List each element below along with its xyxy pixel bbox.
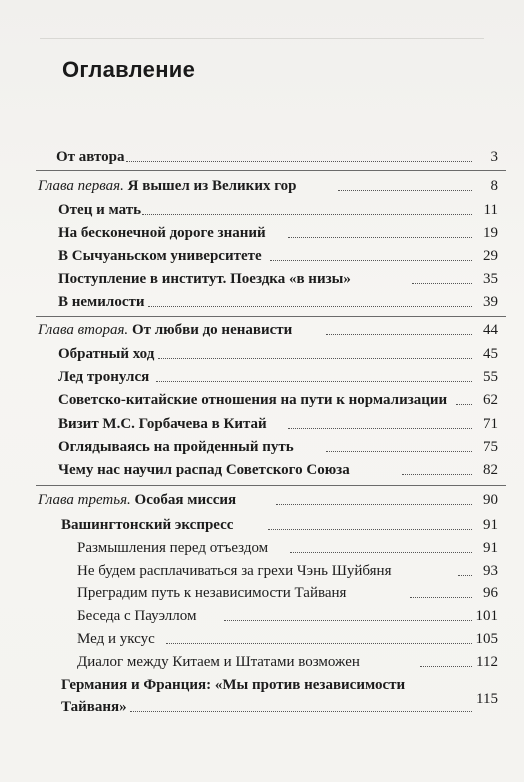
toc-page-number: 55 <box>483 369 498 385</box>
toc-subentry[interactable] <box>0 628 524 650</box>
toc-entry-label: Обратный ход <box>58 346 155 362</box>
toc-entry-two-line[interactable] <box>0 674 524 718</box>
toc-entry-label: Отец и мать <box>58 202 142 218</box>
toc-entry-label: Мед и уксус <box>77 631 155 647</box>
dot-leader <box>166 643 472 644</box>
toc-entry-label: На бесконечной дороге знаний <box>58 225 266 241</box>
page-header-rule <box>40 38 484 39</box>
toc-entry[interactable] <box>0 199 524 221</box>
chapter-title: От любви до ненависти <box>131 322 293 338</box>
toc-page-number: 29 <box>483 248 498 264</box>
toc-page-number: 19 <box>483 225 498 241</box>
toc-entry[interactable] <box>0 436 524 458</box>
toc-entry[interactable] <box>0 291 524 313</box>
toc-entry-label: Советско-китайские отношения на пути к нормализации <box>58 392 448 408</box>
toc-page-number: 11 <box>483 202 498 218</box>
section-divider <box>36 316 506 317</box>
toc-entry[interactable] <box>0 268 524 290</box>
toc-page-number: 39 <box>483 294 498 310</box>
toc-entry[interactable] <box>0 366 524 388</box>
toc-subentry[interactable] <box>0 651 524 673</box>
section-divider <box>36 170 506 171</box>
toc-page-number: 45 <box>483 346 498 362</box>
toc-entry-label-line-1: Германия и Франция: «Мы против независимости <box>61 677 406 693</box>
toc-entry-label: Диалог между Китаем и Штатами возможен <box>77 654 360 670</box>
toc-entry-label: Лед тронулся <box>58 369 150 385</box>
toc-page-number: 3 <box>490 149 498 165</box>
toc-page-number: 8 <box>490 178 498 194</box>
dot-leader <box>148 306 472 307</box>
toc-chapter-label <box>38 319 292 341</box>
dot-leader <box>288 428 472 429</box>
toc-entry-label: Преградим путь к независимости Тайваня <box>77 585 347 601</box>
dot-leader <box>268 529 472 530</box>
toc-page-number: 62 <box>483 392 498 408</box>
dot-leader <box>130 711 472 712</box>
toc-entry-label: В немилости <box>58 294 145 310</box>
toc-entry[interactable] <box>0 245 524 267</box>
toc-page-number: 96 <box>483 585 498 601</box>
toc-page-number: 44 <box>483 322 498 338</box>
toc-page-number: 93 <box>483 563 498 579</box>
dot-leader <box>326 334 472 335</box>
dot-leader <box>458 575 472 576</box>
toc-page-number: 82 <box>483 462 498 478</box>
toc-page-number: 75 <box>483 439 498 455</box>
toc-page-number: 91 <box>483 517 498 533</box>
toc-page-number: 115 <box>476 691 498 707</box>
toc-entry[interactable] <box>0 514 524 536</box>
toc-entry-label: Чему нас научил распад Советского Союза <box>58 462 350 478</box>
toc-entry-label: Вашингтонский экспресс <box>61 517 234 533</box>
toc-entry-label: Размышления перед отъездом <box>77 540 269 556</box>
toc-subentry[interactable] <box>0 537 524 559</box>
toc-entry-label: Оглядываясь на пройденный путь <box>58 439 294 455</box>
chapter-number: Глава вторая. <box>38 322 129 338</box>
dot-leader <box>156 381 472 382</box>
dot-leader <box>126 161 472 162</box>
dot-leader <box>290 552 472 553</box>
toc-chapter-2[interactable] <box>0 319 524 341</box>
dot-leader <box>326 451 472 452</box>
toc-page-number: 90 <box>483 492 498 508</box>
toc-entry-label: Визит М.С. Горбачева в Китай <box>58 416 267 432</box>
toc-entry-label: Поступление в институт. Поездка «в низы» <box>58 271 351 287</box>
section-divider <box>36 485 506 486</box>
dot-leader <box>288 237 472 238</box>
toc-page-number: 91 <box>483 540 498 556</box>
toc-entry[interactable] <box>0 413 524 435</box>
toc-chapter-3[interactable] <box>0 489 524 511</box>
dot-leader <box>412 283 472 284</box>
toc-subentry[interactable] <box>0 582 524 604</box>
toc-entry-label: В Сычуаньском университете <box>58 248 262 264</box>
toc-entry-label: От автора <box>56 149 125 165</box>
toc-entry[interactable] <box>0 389 524 411</box>
toc-entry[interactable] <box>0 222 524 244</box>
dot-leader <box>420 666 472 667</box>
dot-leader <box>142 214 472 215</box>
toc-entry-label: Не будем расплачиваться за грехи Чэнь Шуйбяня <box>77 563 392 579</box>
toc-chapter-label <box>38 489 236 511</box>
toc-entry-label-line-2: Тайваня» <box>61 699 127 715</box>
chapter-title: Особая миссия <box>134 492 237 508</box>
toc-entry-foreword[interactable] <box>0 146 524 168</box>
toc-page-number: 35 <box>483 271 498 287</box>
toc-entry[interactable] <box>0 459 524 481</box>
toc-entry[interactable] <box>0 343 524 365</box>
dot-leader <box>338 190 472 191</box>
toc-subentry[interactable] <box>0 605 524 627</box>
toc-subentry[interactable] <box>0 560 524 582</box>
page-title: Оглавление <box>62 57 196 82</box>
toc-entry-label: Беседа с Пауэллом <box>77 608 197 624</box>
dot-leader <box>158 358 472 359</box>
dot-leader <box>224 620 472 621</box>
toc-page-number: 105 <box>475 631 498 647</box>
toc-page-number: 71 <box>483 416 498 432</box>
chapter-title: Я вышел из Великих гор <box>127 178 297 194</box>
dot-leader <box>276 504 472 505</box>
chapter-number: Глава третья. <box>38 492 131 508</box>
dot-leader <box>402 474 472 475</box>
dot-leader <box>456 404 472 405</box>
toc-page-number: 101 <box>475 608 498 624</box>
toc-chapter-1[interactable] <box>0 175 524 197</box>
toc-page-number: 112 <box>476 654 498 670</box>
toc-chapter-label <box>38 175 297 197</box>
chapter-number: Глава первая. <box>38 178 124 194</box>
dot-leader <box>270 260 472 261</box>
dot-leader <box>410 597 472 598</box>
